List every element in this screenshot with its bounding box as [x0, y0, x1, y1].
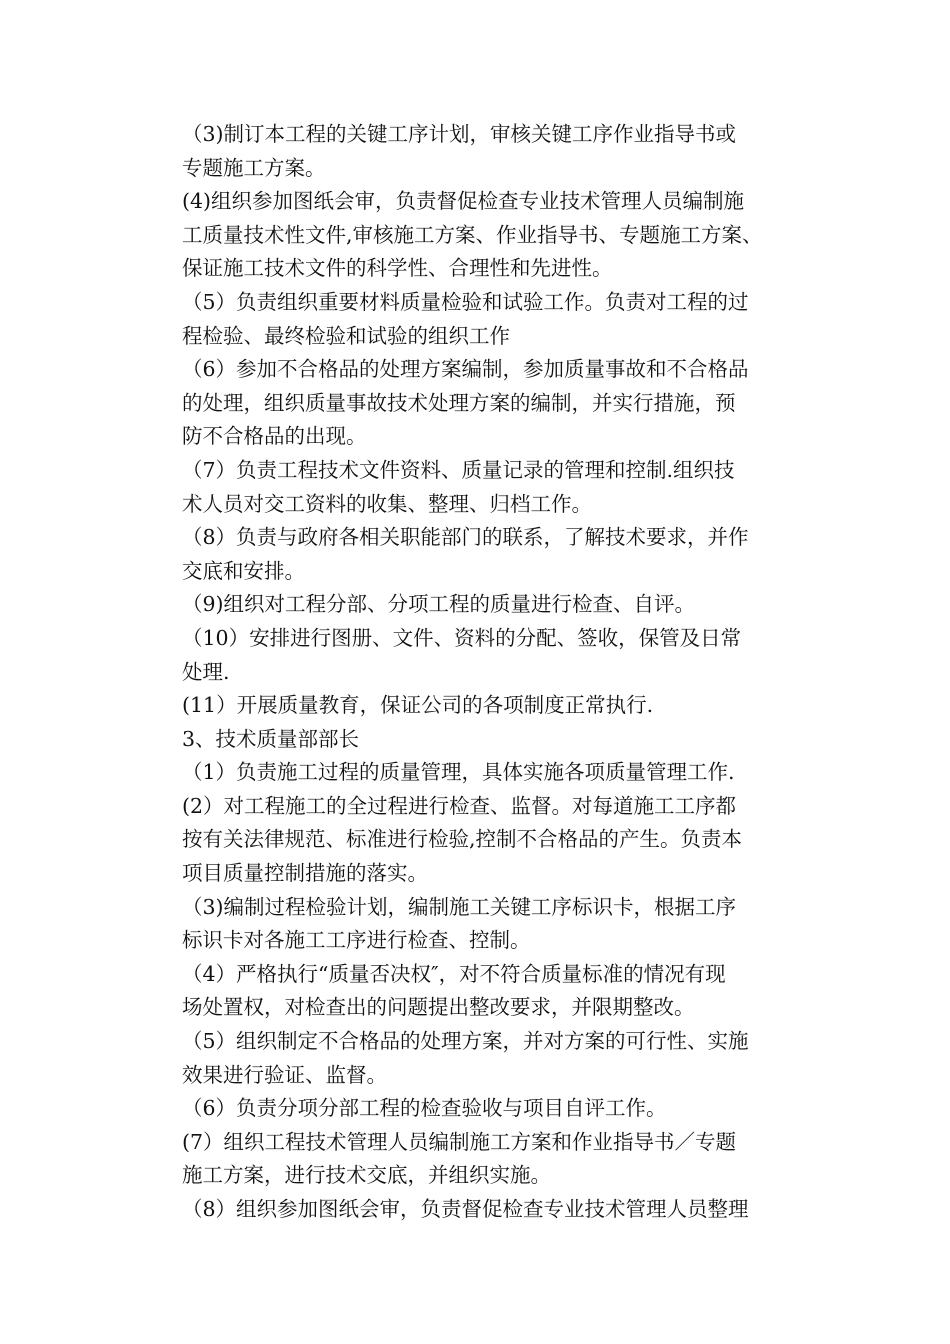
text-line: （1）负责施工过程的质量管理，具体实施各项质量管理工作. — [182, 760, 735, 785]
text-line: （3)制订本工程的关键工序计划，审核关键工序作业指导书或 — [182, 122, 737, 146]
text-line: (11）开展质量教育，保证公司的各项制度正常执行. — [182, 693, 654, 718]
text-line: （6）负责分项分部工程的检查验收与项目自评工作。 — [182, 1096, 667, 1121]
text-line: （8）组织参加图纸会审，负责督促检查专业技术管理人员整理 — [182, 1197, 749, 1221]
text-line: 交底和安排。 — [182, 558, 305, 583]
text-line: 术人员对交工资料的收集、整理、归档工作。 — [182, 491, 592, 516]
text-line: （9)组织对工程分部、分项工程的质量进行检查、自评。 — [182, 592, 696, 617]
text-line: (4)组织参加图纸会审，负责督促检查专业技术管理人员编制施 — [182, 189, 745, 214]
text-line: (2）对工程施工的全过程进行检查、监督。对每道施工工序都 — [182, 793, 737, 818]
text-line: 标识卡对各施工工序进行检查、控制。 — [182, 928, 531, 953]
text-line: （4）严格执行“质量否决权″，对不符合质量标准的情况有现 — [182, 961, 726, 986]
text-line: 工质量技术性文件,审核施工方案、作业指导书、专题施工方案、 — [182, 222, 763, 247]
text-line: 按有关法律规范、标准进行检验,控制不合格品的产生。负责本 — [182, 827, 743, 852]
text-line: （7）负责工程技术文件资料、质量记录的管理和控制.组织技 — [182, 457, 735, 482]
text-line: (7）组织工程技术管理人员编制施工方案和作业指导书／专题 — [182, 1129, 737, 1154]
document-body — [182, 118, 812, 1227]
text-line: 程检验、最终检验和试验的组织工作 — [182, 323, 510, 348]
text-line: 处理. — [182, 659, 230, 684]
text-line: 防不合格品的出现。 — [182, 424, 367, 449]
text-line: 的处理，组织质量事故技术处理方案的编制，并实行措施，预 — [182, 390, 736, 415]
text-line: 效果进行验证、监督。 — [182, 1062, 387, 1087]
text-line: 项目质量控制措施的落实。 — [182, 861, 428, 886]
text-line: 保证施工技术文件的科学性、合理性和先进性。 — [182, 256, 613, 281]
text-line: （10）安排进行图册、文件、资料的分配、签收，保管及日常 — [182, 625, 742, 650]
text-line: （5）负责组织重要材料质量检验和试验工作。负责对工程的过 — [182, 289, 749, 314]
text-line: 专题施工方案。 — [182, 155, 326, 180]
text-line: （3)编制过程检验计划，编制施工关键工序标识卡，根据工序 — [182, 894, 737, 919]
text-line: （8）负责与政府各相关职能部门的联系，了解技术要求，并作 — [182, 525, 749, 550]
section-heading: 3、技术质量部部长 — [182, 726, 360, 751]
text-line: （5）组织制定不合格品的处理方案，并对方案的可行性、实施 — [182, 1029, 749, 1054]
text-line: 场处置权，对检查出的问题提出整改要求，并限期整改。 — [182, 995, 695, 1020]
text-line: 施工方案，进行技术交底，并组织实施。 — [182, 1163, 551, 1188]
text-line: （6）参加不合格品的处理方案编制，参加质量事故和不合格品 — [182, 357, 749, 382]
